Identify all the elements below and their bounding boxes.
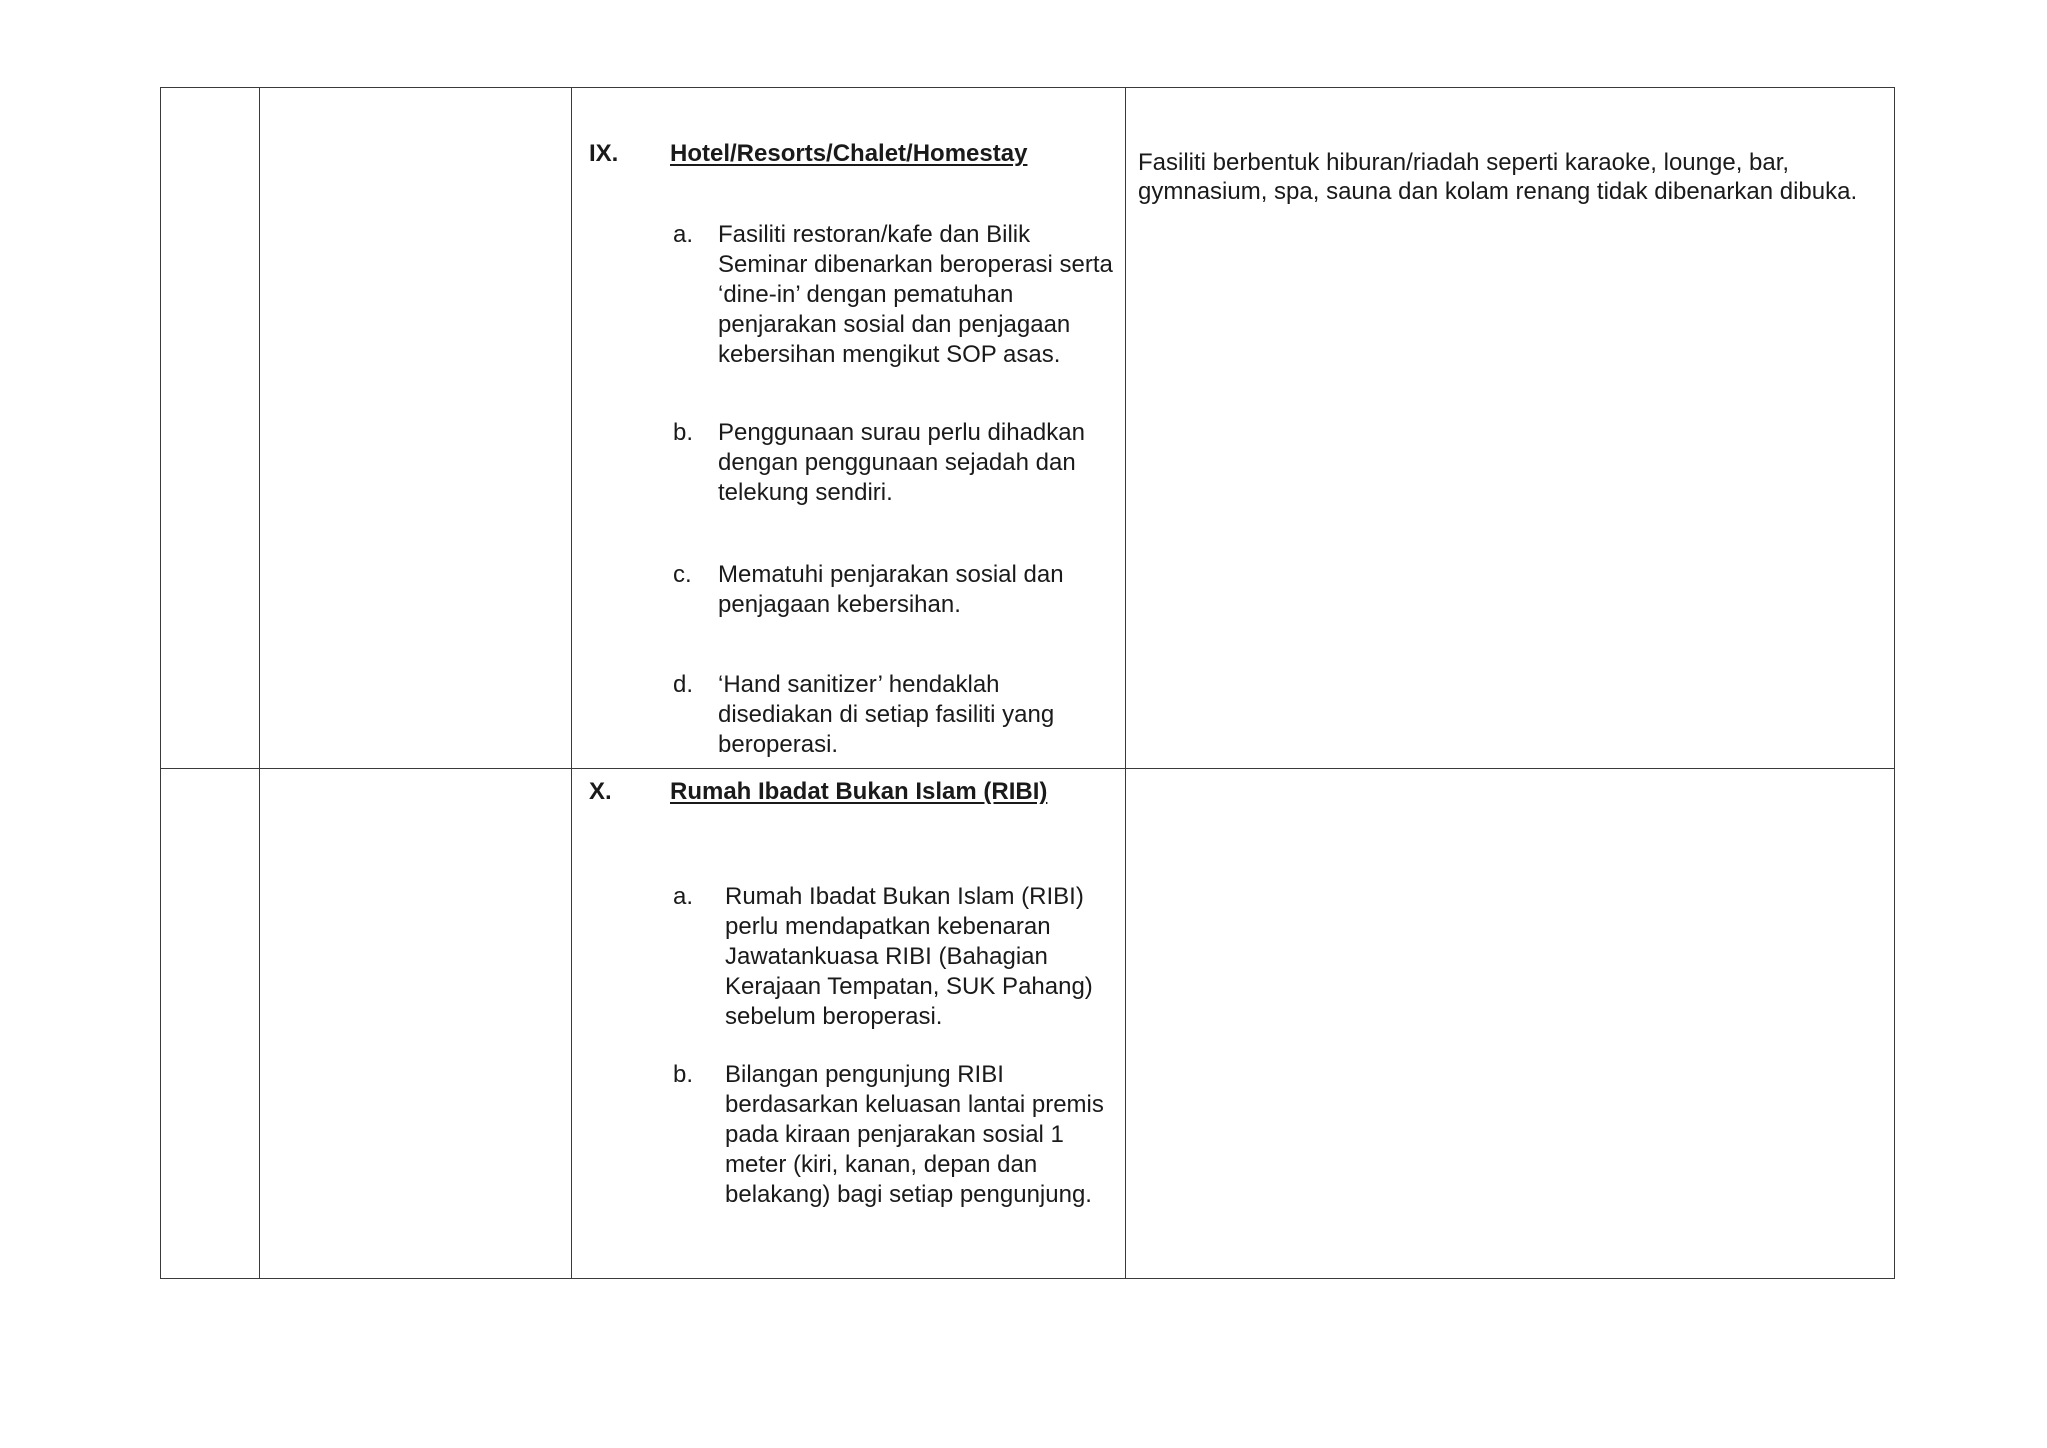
item-letter: b. <box>673 1061 694 1088</box>
table-row-section-ix <box>161 88 1894 768</box>
section-number: IX. <box>589 140 619 167</box>
table-row-section-x <box>161 768 1894 1278</box>
list-item: ‘Hand sanitizer’ hendaklah disediakan di setiap fasiliti yang beroperasi. <box>718 671 1055 758</box>
item-letter: b. <box>673 419 694 446</box>
list-item: Rumah Ibadat Bukan Islam (RIBI) perlu mendapatkan kebenaran Jawatankuasa RIBI (Bahagian Kerajaan Tempatan, SUK Pahang) sebelum beroperasi. <box>725 883 1093 1030</box>
section-note: Fasiliti berbentuk hiburan/riadah seperti karaoke, lounge, bar, gymnasium, spa, sauna dan kolam renang tidak dibenarkan dibuka. <box>1138 149 1858 205</box>
list-item: Mematuhi penjarakan sosial dan penjagaan kebersihan. <box>718 561 1064 618</box>
sop-table <box>160 87 1895 1279</box>
section-title: Hotel/Resorts/Chalet/Homestay <box>670 140 1028 167</box>
item-letter: c. <box>673 561 692 588</box>
section-title: Rumah Ibadat Bukan Islam (RIBI) <box>670 778 1048 805</box>
list-item: Bilangan pengunjung RIBI berdasarkan keluasan lantai premis pada kiraan penjarakan sosial 1 meter (kiri, kanan, depan dan belakang) bagi setiap pengunjung. <box>725 1061 1104 1208</box>
item-letter: d. <box>673 671 694 698</box>
item-letter: a. <box>673 883 694 910</box>
list-item: Fasiliti restoran/kafe dan Bilik Seminar dibenarkan beroperasi serta ‘dine-in’ dengan pematuhan penjarakan sosial dan penjagaan kebersihan mengikut SOP asas. <box>718 221 1113 368</box>
item-letter: a. <box>673 221 694 248</box>
section-number: X. <box>589 778 612 805</box>
list-item: Penggunaan surau perlu dihadkan dengan penggunaan sejadah dan telekung sendiri. <box>718 419 1085 506</box>
